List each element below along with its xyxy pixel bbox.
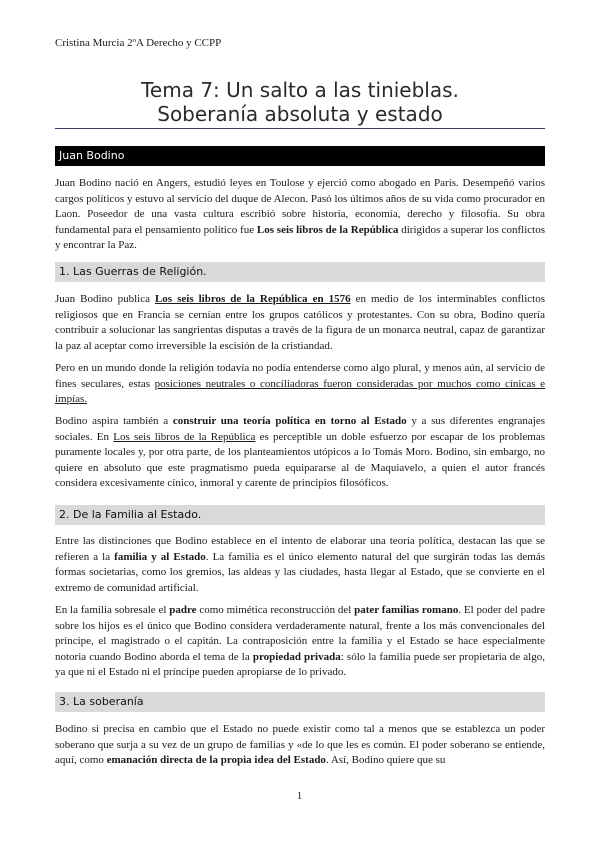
paragraph-soberania-1: Bodino si precisa en cambio que el Estado no puede existir como tal a menos que se establezca un poder soberano que surja a su vez de un grupo de familias y «de lo que les es común. El poder soberano se entiende, aquí, como emanación directa de la propia idea del Estado. Así, Bodino quiere que su [55, 723, 545, 767]
intro-paragraph: Juan Bodino nació en Angers, estudió leyes en Toulose y ejerció como abogado en París. Desempeñó varios cargos políticos y estuvo al servicio del duque de Alecon. Pasó los últimos años de su vida como procurador en Laon. Poseedor de una vasta cultura escribió sobre historia, economía, derecho y filosofía. Su obra fundamental para el pensamiento político fue Los seis libros de la República dirigidos a superar los conflictos y encontrar la Paz. [55, 177, 545, 252]
paragraph-familia-2: En la familia sobresale el padre como mimética reconstrucción del pater familias romano. El poder del padre sobre los hijos es el único que Bodino considera verdaderamente natural, frente a los más convencionales del príncipe, el magistrado o el capitán. La contraposición entre la familia y el Estado se hace especialmente notoria cuando Bodino aborda el tema de la propiedad privada: sólo la familia puede ser propietaria de algo, ya que ni el Estado ni el príncipe pueden apropiarse de lo privado. [55, 604, 545, 679]
page-number: 1 [296, 790, 303, 802]
document-title [55, 78, 545, 126]
title-line-1: Tema 7: Un salto a las tinieblas. [141, 78, 459, 102]
paragraph-guerras-1: Juan Bodino publica Los seis libros de la República en 1576 en medio de los interminables conflictos religiosos que en Francia se cernían entre los grupos católicos y protestantes. Con su obra, Bodino quería contribuir a solucionar las sangrientas disputas a través de la figura de un monarca neutral, capaz de garantizar la paz al aceptar como irreversible la escisión de la cristiandad. [55, 293, 545, 352]
title-divider [55, 128, 545, 129]
paragraph-guerras-3: Bodino aspira también a construir una teoría política en torno al Estado y a sus diferentes engranajes sociales. En Los seis libros de la República es perceptible un doble esfuerzo por escapar de los problemas puramente locales y, por otra parte, de los planteamientos utópicos a lo Tomás Moro. Bodino, sin embargo, no quiere en absoluto que este pragmatismo pueda equipararse al de Maquiavelo, a quien el autor francés considera excesivamente cínico, inmoral y carente de principios filosóficos. [55, 415, 545, 490]
section-heading-juan-bodino: Juan Bodino [55, 146, 545, 166]
section-heading-familia-estado: 2. De la Familia al Estado. [55, 505, 545, 525]
section-heading-guerras-religion: 1. Las Guerras de Religión. [55, 262, 545, 282]
running-header: Cristina Murcia 2ºA Derecho y CCPP [55, 37, 222, 49]
paragraph-guerras-2: Pero en un mundo donde la religión todavía no podía entenderse como algo plural, y menos aún, al servicio de fines seculares, estas posiciones neutrales o conciliadoras fueron consideradas por muchos como cínicas e impías. [55, 362, 546, 406]
title-line-2: Soberanía absoluta y estado [157, 102, 443, 126]
paragraph-familia-1: Entre las distinciones que Bodino establece en el intento de elaborar una teoría política, destacan las que se refieren a la familia y al Estado. La familia es el único elemento natural del que surgirán todas las demás formas societarias, como los gremios, las aldeas y las ciudades, hasta llegar al Estado, que se convierte en el extremo de comunidad artificial. [55, 535, 546, 594]
section-heading-soberania: 3. La soberanía [55, 692, 545, 712]
